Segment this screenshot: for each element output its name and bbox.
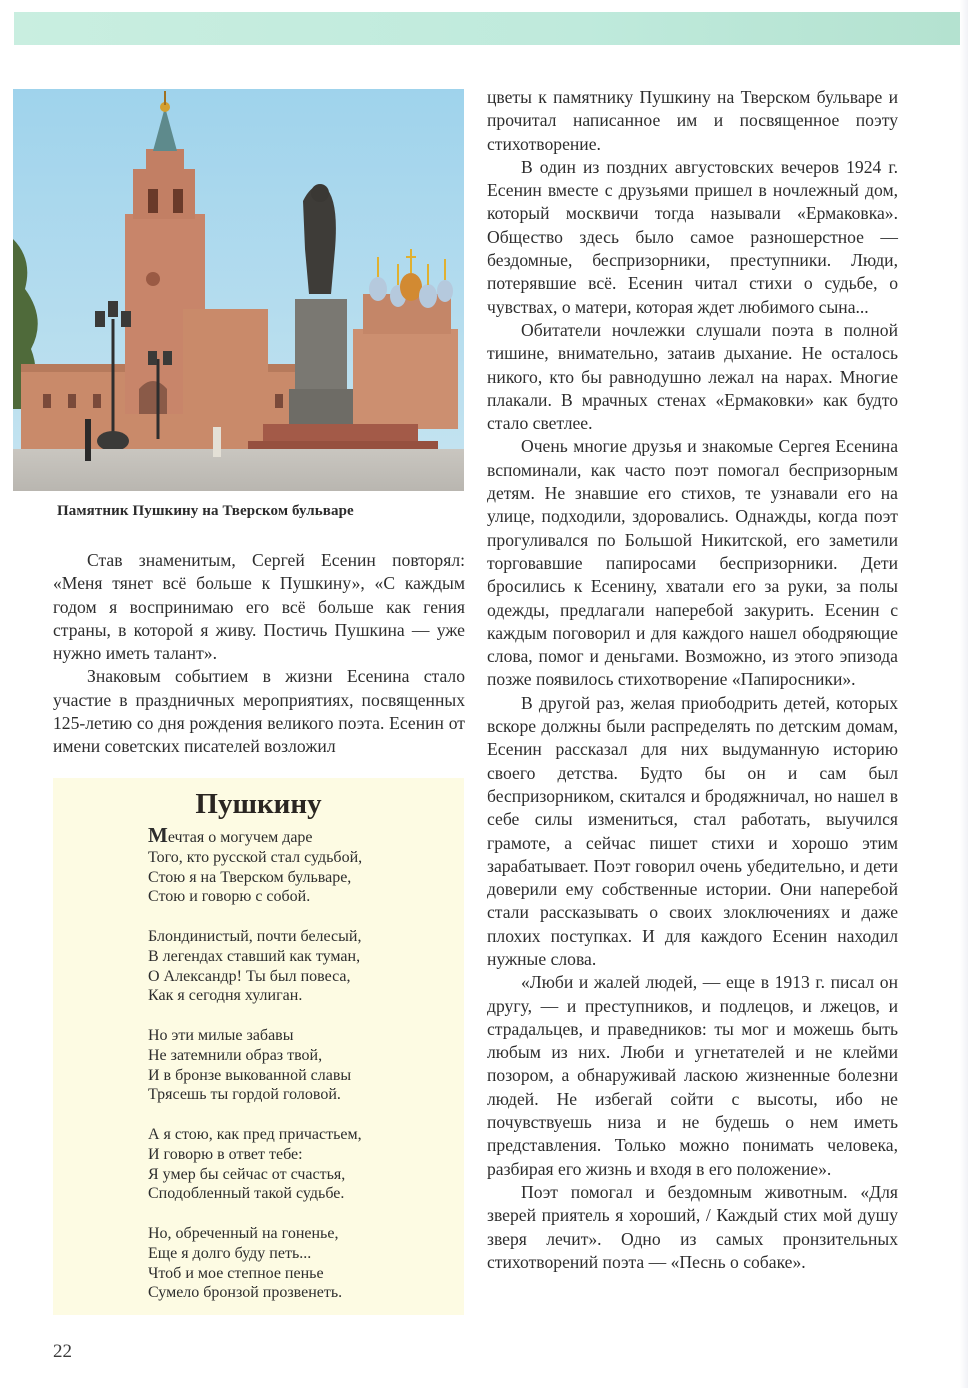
paragraph: Очень многие друзья и знакомые Сергея Есенина вспоминали, как часто поэт помогал беспризорным детям. Не знавшие его стихов, те узнавали его на улице, подходили, здоровались. Однажды, когда поэт прогуливался по Большой Никитской, его заметили торговавшие папиросами беспризорники. Дети бросились к Есенину, хватали его за руки, за полы одежды, предлагали наперебой закурить. Есенин с каждым поговорил и для каждого нашел ободряющие слова, помог и деньгами. Возможно, из этого эпизода позже появилось стихотворение «Папиросники».	[487, 436, 898, 690]
paragraph: Поэт помогал и бездомным животным. «Для зверей приятель я хороший, / Каждый стих мой душу зверя лечит». Одно из самых пронзительных стихотворений поэта — «Песнь о собаке».	[487, 1181, 898, 1272]
poem-line: Не затемнили образ твой,	[148, 1046, 323, 1064]
paragraph: «Люби и жалей людей, — еще в 1913 г. писал он другу, — и преступников, и подлецов, и лжецов, и страдальцев, и праведников: ты мог и можешь быть любым из них. Люби и угнетателей и не клейми позором, а обнаруживай ласкою жизненные болезни людей. Не избегай сойти с высоты, ибо не почувствуешь низа и не будешь о нем иметь представления. Только можно понимать человека, разбирая его жизнь и входя в его положение».	[487, 972, 898, 1179]
poem-stanza	[148, 823, 448, 907]
poem-line: Чтоб и мое степное пенье	[148, 1264, 324, 1282]
poem-line: Того, кто русской стал судьбой,	[148, 848, 363, 866]
paragraph: Знаковым событием в жизни Есенина стало участие в праздничных мероприятиях, посвященных 125-летию со дня рождения великого поэта. Есенин от имени советских писателей возложил	[53, 666, 465, 757]
poem-sidebar	[53, 778, 464, 1315]
poem-title: Пушкину	[195, 788, 322, 820]
paragraph: Обитатели ночлежки слушали поэта в полной тишине, внимательно, затаив дыхание. Не осталось никого, кто бы равнодушно лежал на нарах. Многие плакали. В мрачных стенах «Ермаковки» как будто стало светлее.	[487, 319, 898, 434]
poem-stanza	[148, 1026, 448, 1105]
poem-line: Сумело бронзой прозвенеть.	[148, 1284, 343, 1302]
poem-stanza	[148, 927, 448, 1006]
monument-illustration	[13, 89, 464, 491]
photo-caption: Памятник Пушкину на Тверском бульваре	[57, 503, 354, 519]
poem-line: И говорю в ответ тебе:	[148, 1145, 303, 1163]
poem-line: О Александр! Ты был повеса,	[148, 967, 351, 985]
paragraph-continuation: цветы к памятнику Пушкину на Тверском бульваре и прочитал написанное им и посвященное поэту стихотворение.	[487, 87, 898, 154]
poem-line: Но эти милые забавы	[148, 1026, 294, 1044]
paragraph: В другой раз, желая приободрить детей, которых вскоре должны были распределять по детским домам, Есенин рассказал для них выдуманную историю своего детства. Будто бы он и сам был беспризорником, скитался и бродяжничал, но нашел в себе силы измениться, стал работать, выучился грамоте, а сейчас пишет стихи и хорошо этим зарабатывает. Поэт говорил очень убедительно, и дети доверили ему собственные истории. Они наперебой стали рассказывать о своих злоключениях и даже плохих поступках. И для каждого Есенин находил нужные слова.	[487, 692, 898, 969]
poem-line: Как я сегодня хулиган.	[148, 987, 303, 1005]
poem-line: И в бронзе выкованной славы	[148, 1066, 352, 1084]
paragraph: Став знаменитым, Сергей Есенин повторял: «Меня тянет всё больше к Пушкину», «С каждым годом я воспринимаю его всё больше как гения страны, в которой я живу. Постичь Пушкина — уже нужно иметь талант».	[53, 550, 465, 664]
page-edge-shadow	[960, 0, 968, 1388]
pushkin-monument-photo	[13, 89, 464, 491]
poem-body	[148, 823, 448, 1323]
paragraph: В один из поздних августовских вечеров 1924 г. Есенин вместе с друзьями пришел в ночлежный дом, который москвичи тогда называли «Ермаковка». Общество здесь было самое разношерстное — бездомные, беспризорники, преступники. Люди, потерявшие всё. Есенин читал стихи о судьбе, о чувствах, о матери, которая ждет любимого сына...	[487, 156, 898, 317]
poem-line: Еще я долго буду петь...	[148, 1244, 312, 1262]
poem-line: Мечтая о могучем даре	[148, 823, 313, 847]
poem-initial-letter: М	[148, 823, 168, 847]
poem-line: Я умер бы сейчас от счастья,	[148, 1165, 346, 1183]
poem-stanza	[148, 1224, 448, 1303]
poem-stanza	[148, 1125, 448, 1204]
poem-line: В легендах ставший как туман,	[148, 947, 361, 965]
poem-line: Блондинистый, почти белесый,	[148, 927, 362, 945]
decorative-top-band	[14, 12, 960, 45]
poem-line: А я стою, как пред причастьем,	[148, 1125, 362, 1143]
poem-line: Но, обреченный на гоненье,	[148, 1224, 339, 1242]
poem-line: Стою я на Тверском бульваре,	[148, 868, 352, 886]
right-text-column	[487, 86, 898, 1274]
page-number: 22	[53, 1341, 72, 1362]
poem-line: Стою и говорю с собой.	[148, 888, 311, 906]
poem-line: Трясешь ты гордой головой.	[148, 1086, 341, 1104]
poem-line: Сподобленный такой судьбе.	[148, 1185, 345, 1203]
left-text-column	[53, 549, 465, 759]
